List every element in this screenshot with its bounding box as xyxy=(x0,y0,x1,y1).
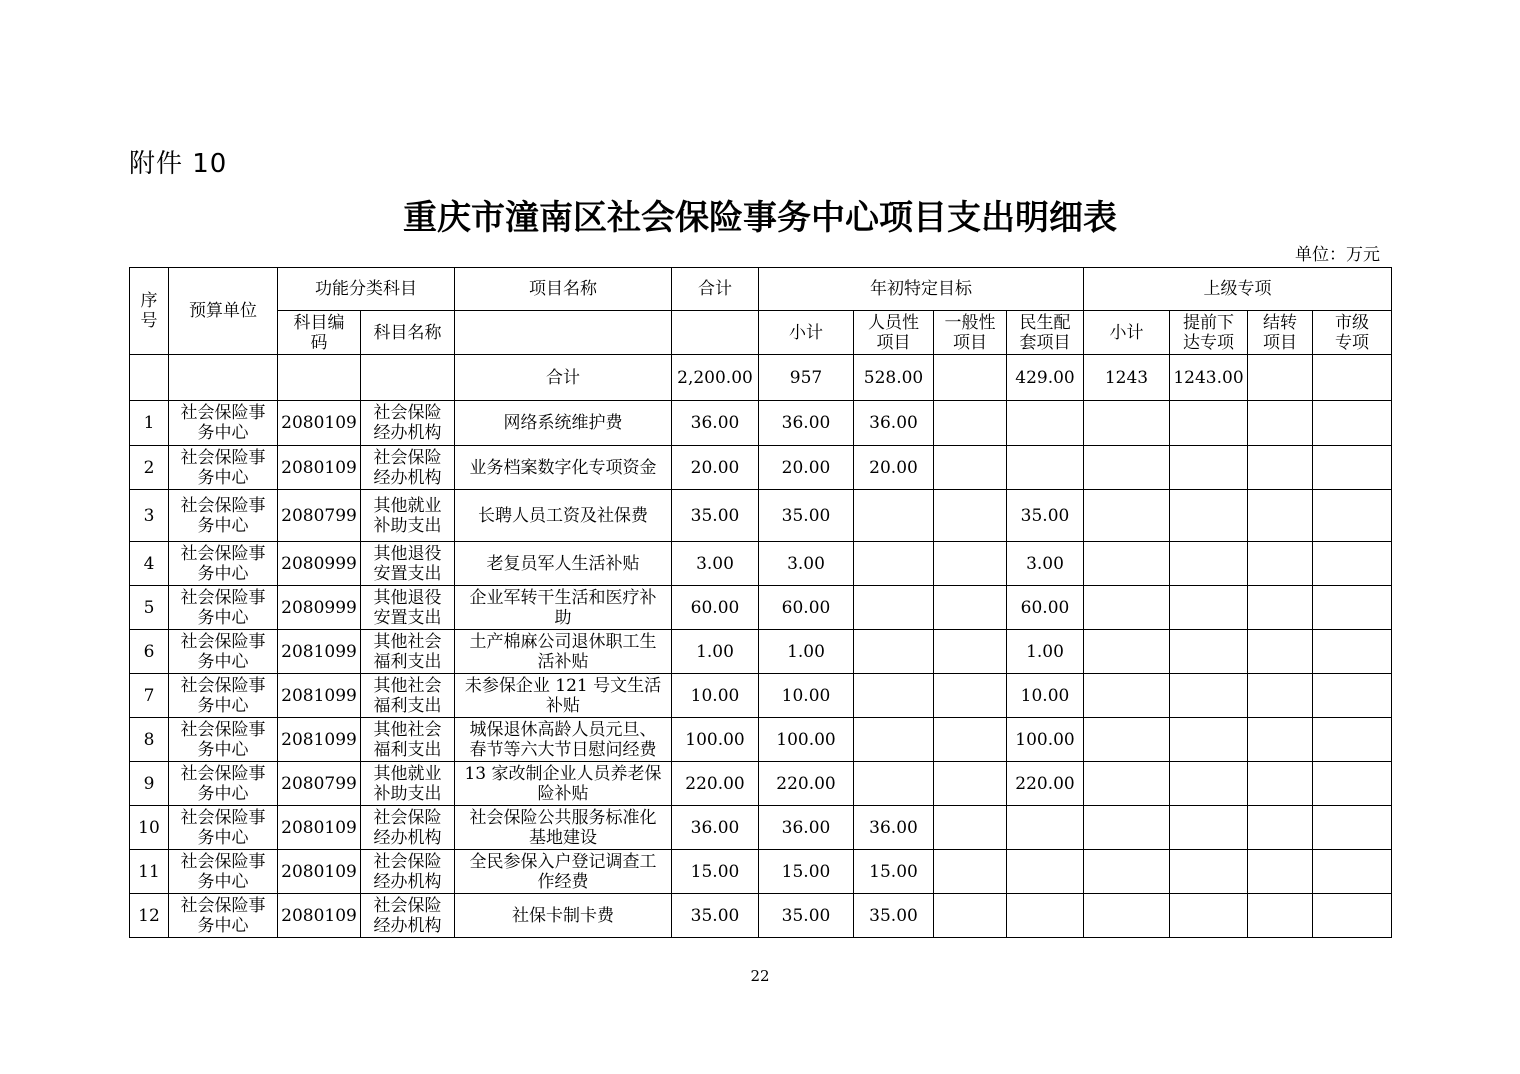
row-unit: 社会保险事务中心 xyxy=(169,446,278,490)
row-subtotal: 100.00 xyxy=(759,718,854,762)
row-subject-name: 其他退役安置支出 xyxy=(361,542,455,586)
row-subtotal: 35.00 xyxy=(759,490,854,542)
row-advance xyxy=(1170,490,1248,542)
row-personnel: 35.00 xyxy=(854,894,934,938)
total-municipal xyxy=(1313,355,1392,401)
row-personnel xyxy=(854,718,934,762)
header-seq: 序号 xyxy=(130,268,169,355)
row-seq: 5 xyxy=(130,586,169,630)
row-sup-subtotal xyxy=(1084,446,1170,490)
row-general xyxy=(934,850,1007,894)
row-personnel xyxy=(854,490,934,542)
row-livelihood: 10.00 xyxy=(1007,674,1084,718)
row-seq: 10 xyxy=(130,806,169,850)
row-advance xyxy=(1170,401,1248,446)
table-row xyxy=(130,446,1392,490)
row-municipal xyxy=(1313,850,1392,894)
row-municipal xyxy=(1313,762,1392,806)
header-municipal: 市级专项 xyxy=(1313,311,1392,355)
header-row-2 xyxy=(130,311,1392,355)
row-sup-subtotal xyxy=(1084,401,1170,446)
row-unit: 社会保险事务中心 xyxy=(169,718,278,762)
row-project-name: 全民参保入户登记调查工作经费 xyxy=(455,850,672,894)
row-sup-subtotal xyxy=(1084,894,1170,938)
header-total: 合计 xyxy=(672,268,759,311)
row-municipal xyxy=(1313,674,1392,718)
row-subject-name: 社会保险经办机构 xyxy=(361,401,455,446)
row-advance xyxy=(1170,718,1248,762)
row-general xyxy=(934,806,1007,850)
row-general xyxy=(934,630,1007,674)
row-total: 15.00 xyxy=(672,850,759,894)
row-general xyxy=(934,674,1007,718)
header-personnel: 人员性项目 xyxy=(854,311,934,355)
table-row xyxy=(130,401,1392,446)
row-subject-name: 社会保险经办机构 xyxy=(361,446,455,490)
row-personnel xyxy=(854,674,934,718)
row-livelihood: 60.00 xyxy=(1007,586,1084,630)
row-municipal xyxy=(1313,806,1392,850)
header-carryover: 结转项目 xyxy=(1248,311,1313,355)
header-empty-total xyxy=(672,311,759,355)
row-subtotal: 3.00 xyxy=(759,542,854,586)
row-subject-name: 其他社会福利支出 xyxy=(361,630,455,674)
row-total: 60.00 xyxy=(672,586,759,630)
row-unit: 社会保险事务中心 xyxy=(169,850,278,894)
row-total: 3.00 xyxy=(672,542,759,586)
row-project-name: 业务档案数字化专项资金 xyxy=(455,446,672,490)
row-livelihood xyxy=(1007,894,1084,938)
row-sup-subtotal xyxy=(1084,674,1170,718)
row-livelihood: 100.00 xyxy=(1007,718,1084,762)
row-subject-name: 社会保险经办机构 xyxy=(361,850,455,894)
header-livelihood: 民生配套项目 xyxy=(1007,311,1084,355)
attachment-label: 附件 10 xyxy=(129,149,228,179)
row-personnel: 36.00 xyxy=(854,806,934,850)
header-unit: 预算单位 xyxy=(169,268,278,355)
row-subject-code: 2080999 xyxy=(278,586,361,630)
table-row xyxy=(130,718,1392,762)
page-title: 重庆市潼南区社会保险事务中心项目支出明细表 xyxy=(403,198,1117,238)
page-number: 22 xyxy=(750,967,770,985)
header-subject-code: 科目编码 xyxy=(278,311,361,355)
header-subject-name: 科目名称 xyxy=(361,311,455,355)
row-unit: 社会保险事务中心 xyxy=(169,894,278,938)
row-sup-subtotal xyxy=(1084,586,1170,630)
table-row xyxy=(130,762,1392,806)
row-subject-name: 其他社会福利支出 xyxy=(361,718,455,762)
total-general xyxy=(934,355,1007,401)
row-project-name: 社保卡制卡费 xyxy=(455,894,672,938)
row-livelihood: 35.00 xyxy=(1007,490,1084,542)
row-subtotal: 1.00 xyxy=(759,630,854,674)
row-sup-subtotal xyxy=(1084,542,1170,586)
row-subtotal: 20.00 xyxy=(759,446,854,490)
row-subject-code: 2080799 xyxy=(278,762,361,806)
row-advance xyxy=(1170,674,1248,718)
row-project-name: 城保退休高龄人员元旦、春节等六大节日慰问经费 xyxy=(455,718,672,762)
table-row xyxy=(130,630,1392,674)
row-seq: 4 xyxy=(130,542,169,586)
row-municipal xyxy=(1313,630,1392,674)
row-personnel xyxy=(854,762,934,806)
total-subtotal: 957 xyxy=(759,355,854,401)
row-total: 35.00 xyxy=(672,490,759,542)
row-sup-subtotal xyxy=(1084,718,1170,762)
row-subject-code: 2081099 xyxy=(278,630,361,674)
row-carryover xyxy=(1248,674,1313,718)
header-sup-subtotal: 小计 xyxy=(1084,311,1170,355)
expenditure-table xyxy=(129,267,1392,938)
row-livelihood: 1.00 xyxy=(1007,630,1084,674)
row-project-name: 企业军转干生活和医疗补助 xyxy=(455,586,672,630)
row-advance xyxy=(1170,586,1248,630)
total-sup-subtotal: 1243 xyxy=(1084,355,1170,401)
row-general xyxy=(934,490,1007,542)
row-seq: 11 xyxy=(130,850,169,894)
row-unit: 社会保险事务中心 xyxy=(169,586,278,630)
row-municipal xyxy=(1313,718,1392,762)
row-personnel xyxy=(854,630,934,674)
row-project-name: 长聘人员工资及社保费 xyxy=(455,490,672,542)
row-sup-subtotal xyxy=(1084,762,1170,806)
row-subject-code: 2080109 xyxy=(278,894,361,938)
row-general xyxy=(934,542,1007,586)
row-subject-name: 其他就业补助支出 xyxy=(361,490,455,542)
row-livelihood: 220.00 xyxy=(1007,762,1084,806)
unit-label: 单位：万元 xyxy=(1295,245,1380,265)
row-personnel: 36.00 xyxy=(854,401,934,446)
row-seq: 7 xyxy=(130,674,169,718)
row-subject-name: 其他社会福利支出 xyxy=(361,674,455,718)
row-advance xyxy=(1170,894,1248,938)
row-carryover xyxy=(1248,850,1313,894)
header-empty-project xyxy=(455,311,672,355)
row-carryover xyxy=(1248,542,1313,586)
row-unit: 社会保险事务中心 xyxy=(169,490,278,542)
row-total: 100.00 xyxy=(672,718,759,762)
header-general: 一般性项目 xyxy=(934,311,1007,355)
row-sup-subtotal xyxy=(1084,850,1170,894)
row-seq: 3 xyxy=(130,490,169,542)
row-subtotal: 35.00 xyxy=(759,894,854,938)
row-livelihood: 3.00 xyxy=(1007,542,1084,586)
row-carryover xyxy=(1248,762,1313,806)
row-carryover xyxy=(1248,806,1313,850)
table-row xyxy=(130,586,1392,630)
row-unit: 社会保险事务中心 xyxy=(169,630,278,674)
row-general xyxy=(934,586,1007,630)
row-subtotal: 220.00 xyxy=(759,762,854,806)
total-cell-empty xyxy=(130,355,169,401)
row-seq: 12 xyxy=(130,894,169,938)
row-advance xyxy=(1170,806,1248,850)
row-subject-code: 2080109 xyxy=(278,806,361,850)
row-total: 220.00 xyxy=(672,762,759,806)
row-general xyxy=(934,446,1007,490)
row-personnel xyxy=(854,586,934,630)
row-municipal xyxy=(1313,542,1392,586)
row-subject-name: 社会保险经办机构 xyxy=(361,806,455,850)
row-project-name: 老复员军人生活补贴 xyxy=(455,542,672,586)
row-unit: 社会保险事务中心 xyxy=(169,674,278,718)
row-unit: 社会保险事务中心 xyxy=(169,806,278,850)
row-general xyxy=(934,894,1007,938)
row-livelihood xyxy=(1007,401,1084,446)
table-row xyxy=(130,490,1392,542)
row-municipal xyxy=(1313,490,1392,542)
total-advance: 1243.00 xyxy=(1170,355,1248,401)
row-sup-subtotal xyxy=(1084,630,1170,674)
row-seq: 1 xyxy=(130,401,169,446)
row-project-name: 网络系统维护费 xyxy=(455,401,672,446)
row-advance xyxy=(1170,446,1248,490)
total-livelihood: 429.00 xyxy=(1007,355,1084,401)
row-personnel: 20.00 xyxy=(854,446,934,490)
row-general xyxy=(934,401,1007,446)
header-subtotal: 小计 xyxy=(759,311,854,355)
table-row xyxy=(130,674,1392,718)
row-general xyxy=(934,762,1007,806)
total-cell-empty xyxy=(361,355,455,401)
row-total: 36.00 xyxy=(672,401,759,446)
row-municipal xyxy=(1313,446,1392,490)
row-seq: 8 xyxy=(130,718,169,762)
table-row xyxy=(130,806,1392,850)
total-row xyxy=(130,355,1392,401)
total-label: 合计 xyxy=(455,355,672,401)
row-project-name: 13 家改制企业人员养老保险补贴 xyxy=(455,762,672,806)
row-general xyxy=(934,718,1007,762)
row-unit: 社会保险事务中心 xyxy=(169,762,278,806)
row-total: 10.00 xyxy=(672,674,759,718)
row-sup-subtotal xyxy=(1084,806,1170,850)
total-cell-empty xyxy=(169,355,278,401)
row-subject-code: 2080109 xyxy=(278,401,361,446)
row-carryover xyxy=(1248,894,1313,938)
row-subtotal: 36.00 xyxy=(759,401,854,446)
row-seq: 2 xyxy=(130,446,169,490)
total-cell-empty xyxy=(278,355,361,401)
row-advance xyxy=(1170,762,1248,806)
row-carryover xyxy=(1248,490,1313,542)
row-total: 36.00 xyxy=(672,806,759,850)
header-func-class: 功能分类科目 xyxy=(278,268,455,311)
header-advance: 提前下达专项 xyxy=(1170,311,1248,355)
row-subject-code: 2080799 xyxy=(278,490,361,542)
table-row xyxy=(130,542,1392,586)
row-total: 20.00 xyxy=(672,446,759,490)
row-advance xyxy=(1170,542,1248,586)
row-seq: 6 xyxy=(130,630,169,674)
row-personnel xyxy=(854,542,934,586)
header-row-1 xyxy=(130,268,1392,311)
row-subject-code: 2080109 xyxy=(278,850,361,894)
row-carryover xyxy=(1248,401,1313,446)
row-project-name: 未参保企业 121 号文生活补贴 xyxy=(455,674,672,718)
row-subject-code: 2080999 xyxy=(278,542,361,586)
header-project-name: 项目名称 xyxy=(455,268,672,311)
total-personnel: 528.00 xyxy=(854,355,934,401)
row-livelihood xyxy=(1007,850,1084,894)
table-row xyxy=(130,894,1392,938)
row-subject-code: 2080109 xyxy=(278,446,361,490)
row-subject-name: 其他就业补助支出 xyxy=(361,762,455,806)
row-subtotal: 36.00 xyxy=(759,806,854,850)
row-subject-code: 2081099 xyxy=(278,674,361,718)
row-carryover xyxy=(1248,446,1313,490)
row-carryover xyxy=(1248,586,1313,630)
row-subtotal: 60.00 xyxy=(759,586,854,630)
row-unit: 社会保险事务中心 xyxy=(169,401,278,446)
row-seq: 9 xyxy=(130,762,169,806)
row-municipal xyxy=(1313,401,1392,446)
row-subject-code: 2081099 xyxy=(278,718,361,762)
row-advance xyxy=(1170,630,1248,674)
header-annual-target: 年初特定目标 xyxy=(759,268,1084,311)
row-subject-name: 其他退役安置支出 xyxy=(361,586,455,630)
total-carryover xyxy=(1248,355,1313,401)
row-sup-subtotal xyxy=(1084,490,1170,542)
row-livelihood xyxy=(1007,446,1084,490)
row-carryover xyxy=(1248,630,1313,674)
total-amount: 2,200.00 xyxy=(672,355,759,401)
row-subject-name: 社会保险经办机构 xyxy=(361,894,455,938)
row-carryover xyxy=(1248,718,1313,762)
row-unit: 社会保险事务中心 xyxy=(169,542,278,586)
row-personnel: 15.00 xyxy=(854,850,934,894)
row-municipal xyxy=(1313,586,1392,630)
header-superior-special: 上级专项 xyxy=(1084,268,1392,311)
row-project-name: 土产棉麻公司退休职工生活补贴 xyxy=(455,630,672,674)
row-municipal xyxy=(1313,894,1392,938)
row-livelihood xyxy=(1007,806,1084,850)
row-subtotal: 10.00 xyxy=(759,674,854,718)
row-total: 35.00 xyxy=(672,894,759,938)
row-project-name: 社会保险公共服务标准化基地建设 xyxy=(455,806,672,850)
row-advance xyxy=(1170,850,1248,894)
table-row xyxy=(130,850,1392,894)
row-subtotal: 15.00 xyxy=(759,850,854,894)
row-total: 1.00 xyxy=(672,630,759,674)
